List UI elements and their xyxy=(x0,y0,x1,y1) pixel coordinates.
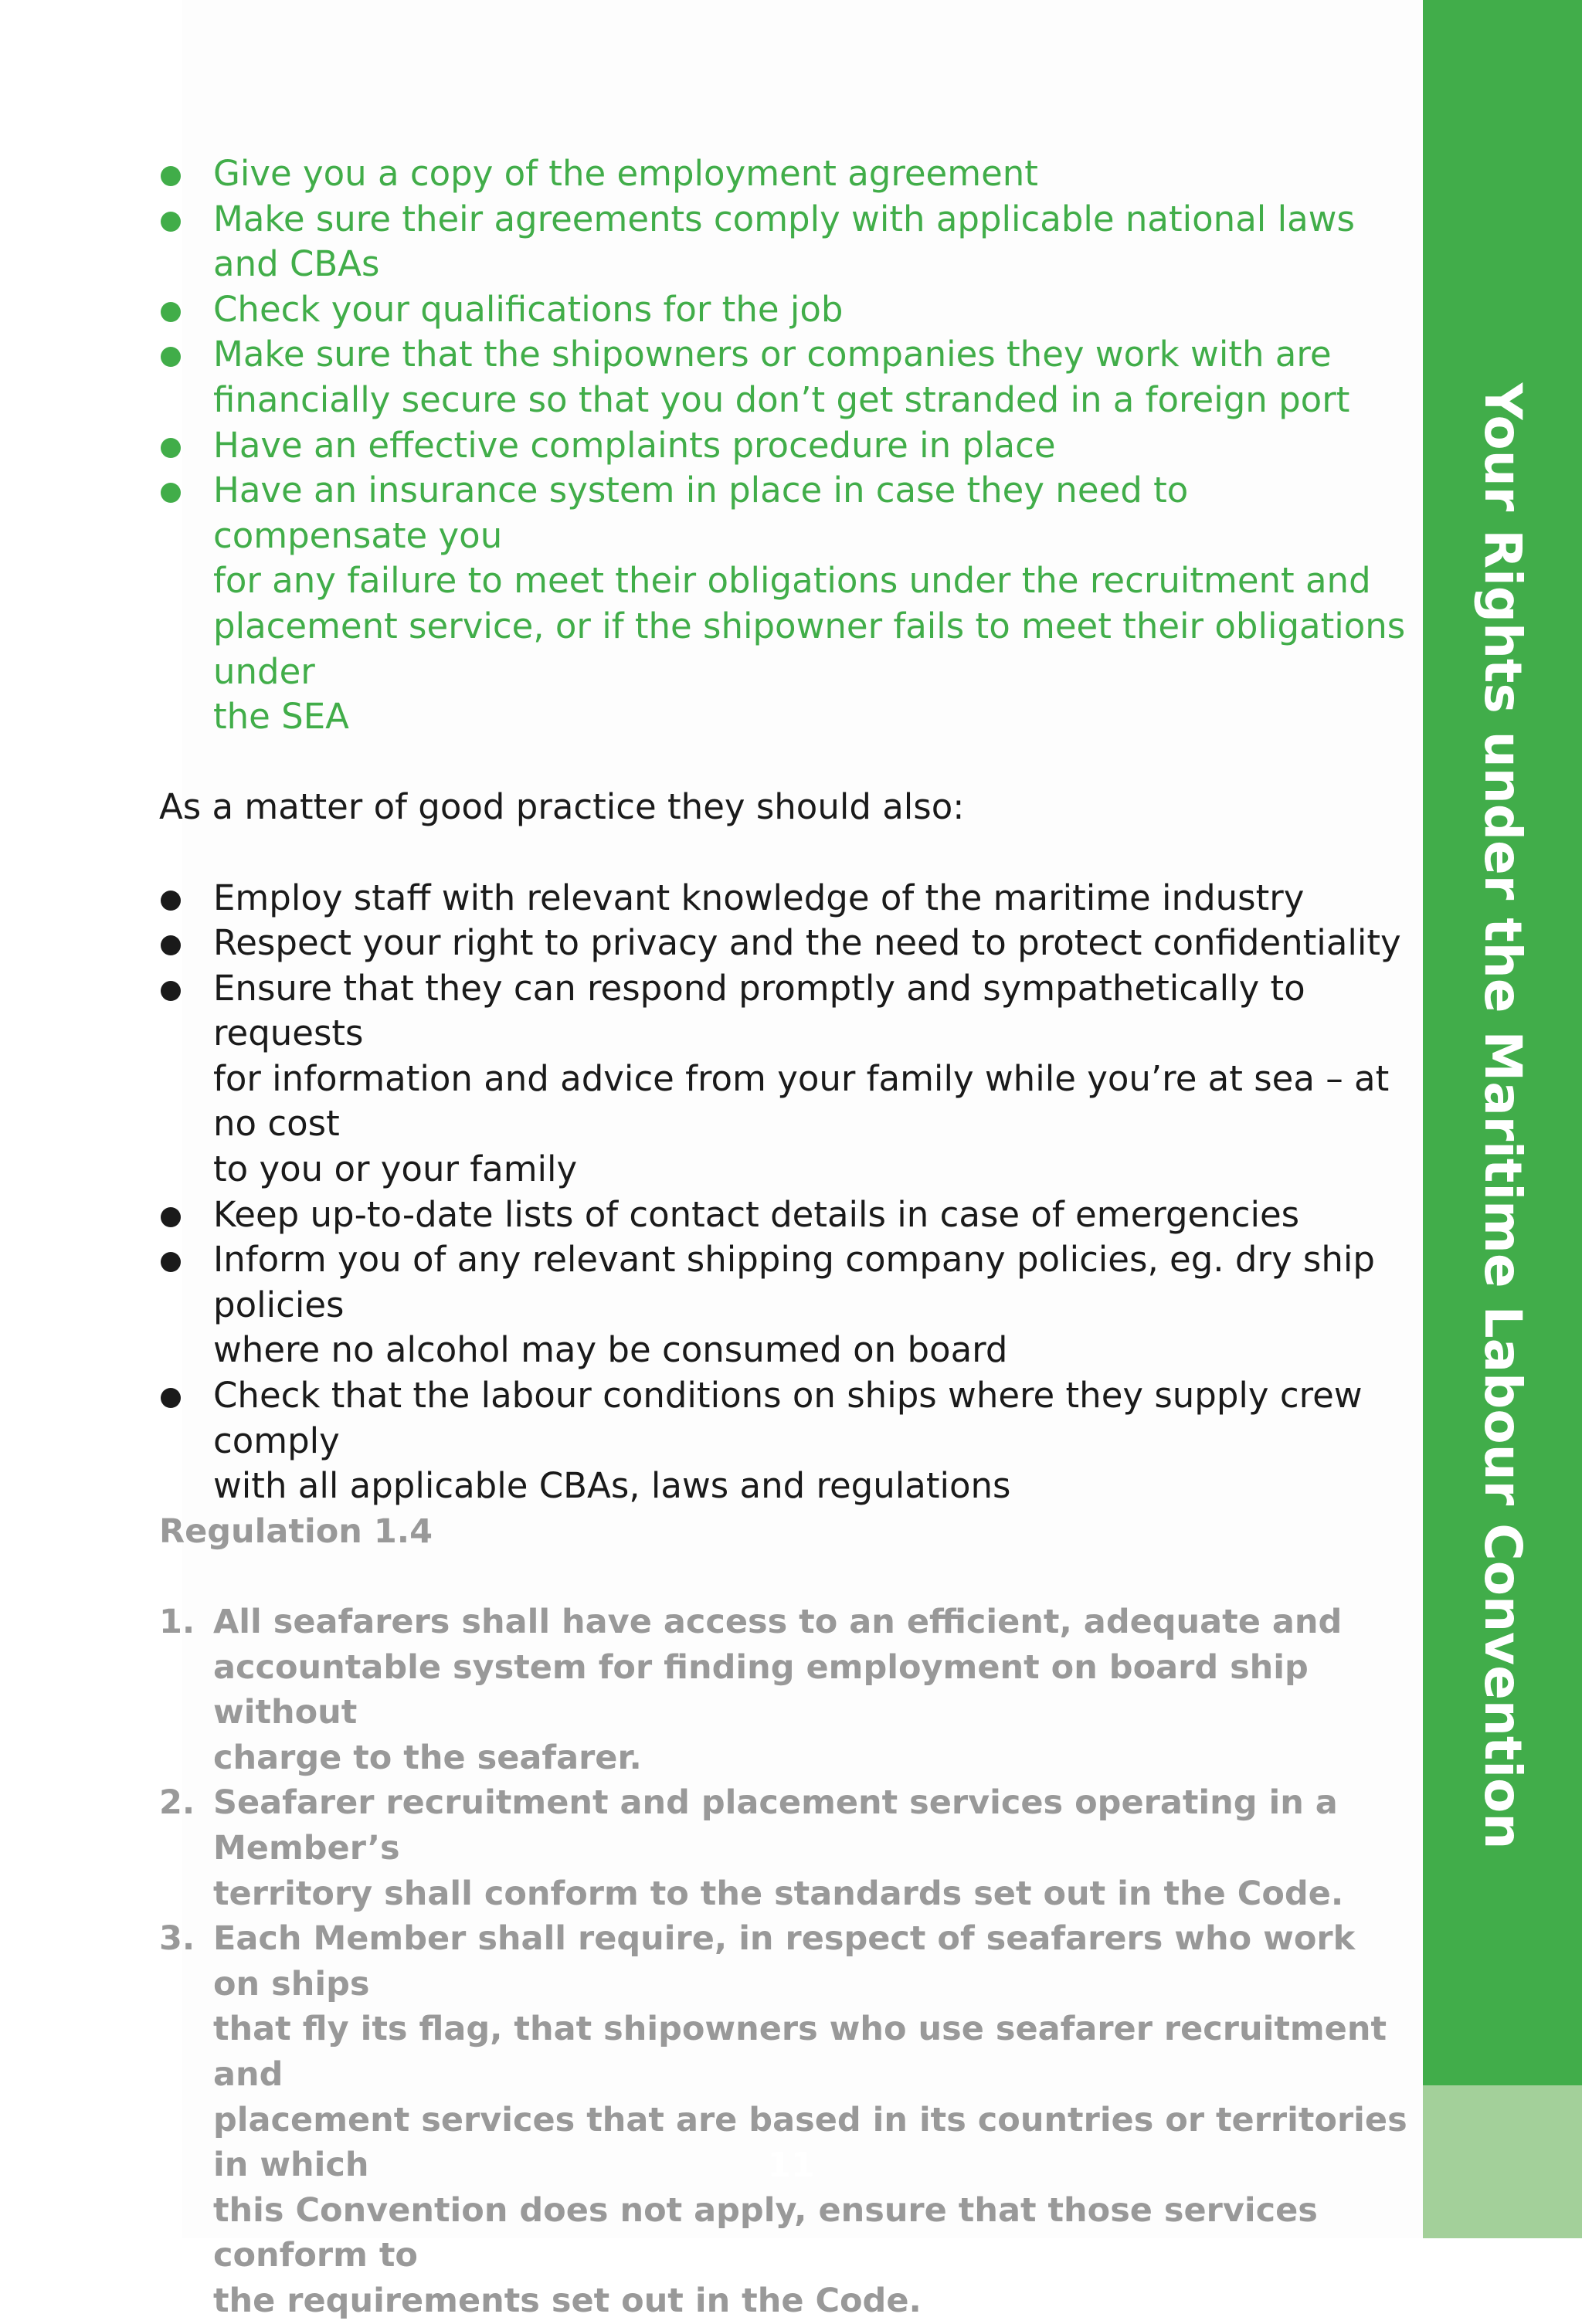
line: Have an effective complaints procedure in place xyxy=(213,424,1056,466)
bullet-icon xyxy=(161,302,181,322)
line: Each Member shall require, in respect of seafarers who work on ships xyxy=(213,1919,1356,2003)
line: Give you a copy of the employment agreement xyxy=(213,153,1038,194)
line: Respect your right to privacy and the need to protect confidentiality xyxy=(213,922,1401,964)
bullet-icon xyxy=(161,166,181,186)
line: All seafarers shall have access to an efficient, adequate and xyxy=(213,1603,1343,1641)
line: accountable system for finding employment on board ship without xyxy=(213,1647,1309,1732)
list-item xyxy=(159,332,1411,422)
page-content xyxy=(159,151,1411,2324)
item-number: 3. xyxy=(159,1919,195,1959)
line: the requirements set out in the Code. xyxy=(213,2281,922,2320)
line: charge to the seafarer. xyxy=(213,1738,642,1777)
good-practice-intro: As a matter of good practice they should also: xyxy=(159,786,965,828)
list-item xyxy=(159,1373,1411,1509)
bullet-icon xyxy=(161,1252,181,1272)
line: Have an insurance system in place in case they need to compensate you xyxy=(213,470,1189,556)
line: placement service, or if the shipowner fails to meet their obligations under xyxy=(213,605,1406,692)
line: Inform you of any relevant shipping company policies, eg. dry ship policies xyxy=(213,1239,1375,1325)
regulation-heading: Regulation 1.4 xyxy=(159,1511,433,1551)
bullet-icon xyxy=(161,1207,181,1227)
list-item xyxy=(159,1193,1411,1238)
line: with all applicable CBAs, laws and regulations xyxy=(213,1465,1011,1507)
line: the SEA xyxy=(213,696,349,738)
line: to you or your family xyxy=(213,1148,578,1190)
line: Keep up-to-date lists of contact details in case of emergencies xyxy=(213,1193,1300,1235)
regulation-item xyxy=(159,1916,1411,2323)
bullet-icon xyxy=(161,891,181,911)
bullet-icon xyxy=(161,212,181,232)
page-number: 11 xyxy=(767,2146,815,2185)
bullet-icon xyxy=(161,935,181,955)
line: Employ staff with relevant knowledge of the maritime industry xyxy=(213,877,1305,918)
line: where no alcohol may be consumed on board xyxy=(213,1329,1008,1371)
bullet-icon xyxy=(161,1388,181,1408)
line: for any failure to meet their obligations under the recruitment and xyxy=(213,560,1371,602)
regulation-list xyxy=(159,1600,1411,2324)
duties-list xyxy=(159,151,1411,740)
bullet-icon xyxy=(161,483,181,503)
line: financially secure so that you don’t get stranded in a foreign port xyxy=(213,378,1350,420)
sidebar-title: Your Rights under the Maritime Labour Convention xyxy=(1473,382,1533,1850)
list-item xyxy=(159,423,1411,469)
line: this Convention does not apply, ensure that those services conform to xyxy=(213,2190,1318,2275)
line: Seafarer recruitment and placement services operating in a Member’s xyxy=(213,1783,1338,1868)
line: Ensure that they can respond promptly and sympathetically to requests xyxy=(213,967,1305,1054)
line: Check your qualifications for the job xyxy=(213,288,844,330)
good-practice-list xyxy=(159,876,1411,1509)
line: Make sure their agreements comply with applicable national laws and CBAs xyxy=(213,198,1355,285)
bullet-icon xyxy=(161,347,181,367)
regulation-item xyxy=(159,1600,1411,1780)
list-item xyxy=(159,966,1411,1193)
item-number: 2. xyxy=(159,1783,195,1823)
list-item xyxy=(159,197,1411,287)
line: territory shall conform to the standards set out in the Code. xyxy=(213,1874,1344,1913)
regulation-item xyxy=(159,1780,1411,1916)
line: Check that the labour conditions on ships where they supply crew comply xyxy=(213,1375,1363,1461)
line: for information and advice from your family while you’re at sea – at no cost xyxy=(213,1057,1390,1145)
list-item xyxy=(159,876,1411,921)
sidebar xyxy=(1423,0,1582,2085)
bullet-icon xyxy=(161,981,181,1001)
line: Make sure that the shipowners or companies they work with are xyxy=(213,334,1332,375)
list-item xyxy=(159,287,1411,333)
item-number: 1. xyxy=(159,1603,195,1641)
list-item xyxy=(159,151,1411,197)
line: placement services that are based in its countries or territories in which xyxy=(213,2100,1407,2185)
list-item xyxy=(159,468,1411,740)
list-item xyxy=(159,921,1411,966)
list-item xyxy=(159,1237,1411,1373)
bullet-icon xyxy=(161,438,181,458)
line: that fly its flag, that shipowners who use seafarer recruitment and xyxy=(213,2010,1387,2094)
